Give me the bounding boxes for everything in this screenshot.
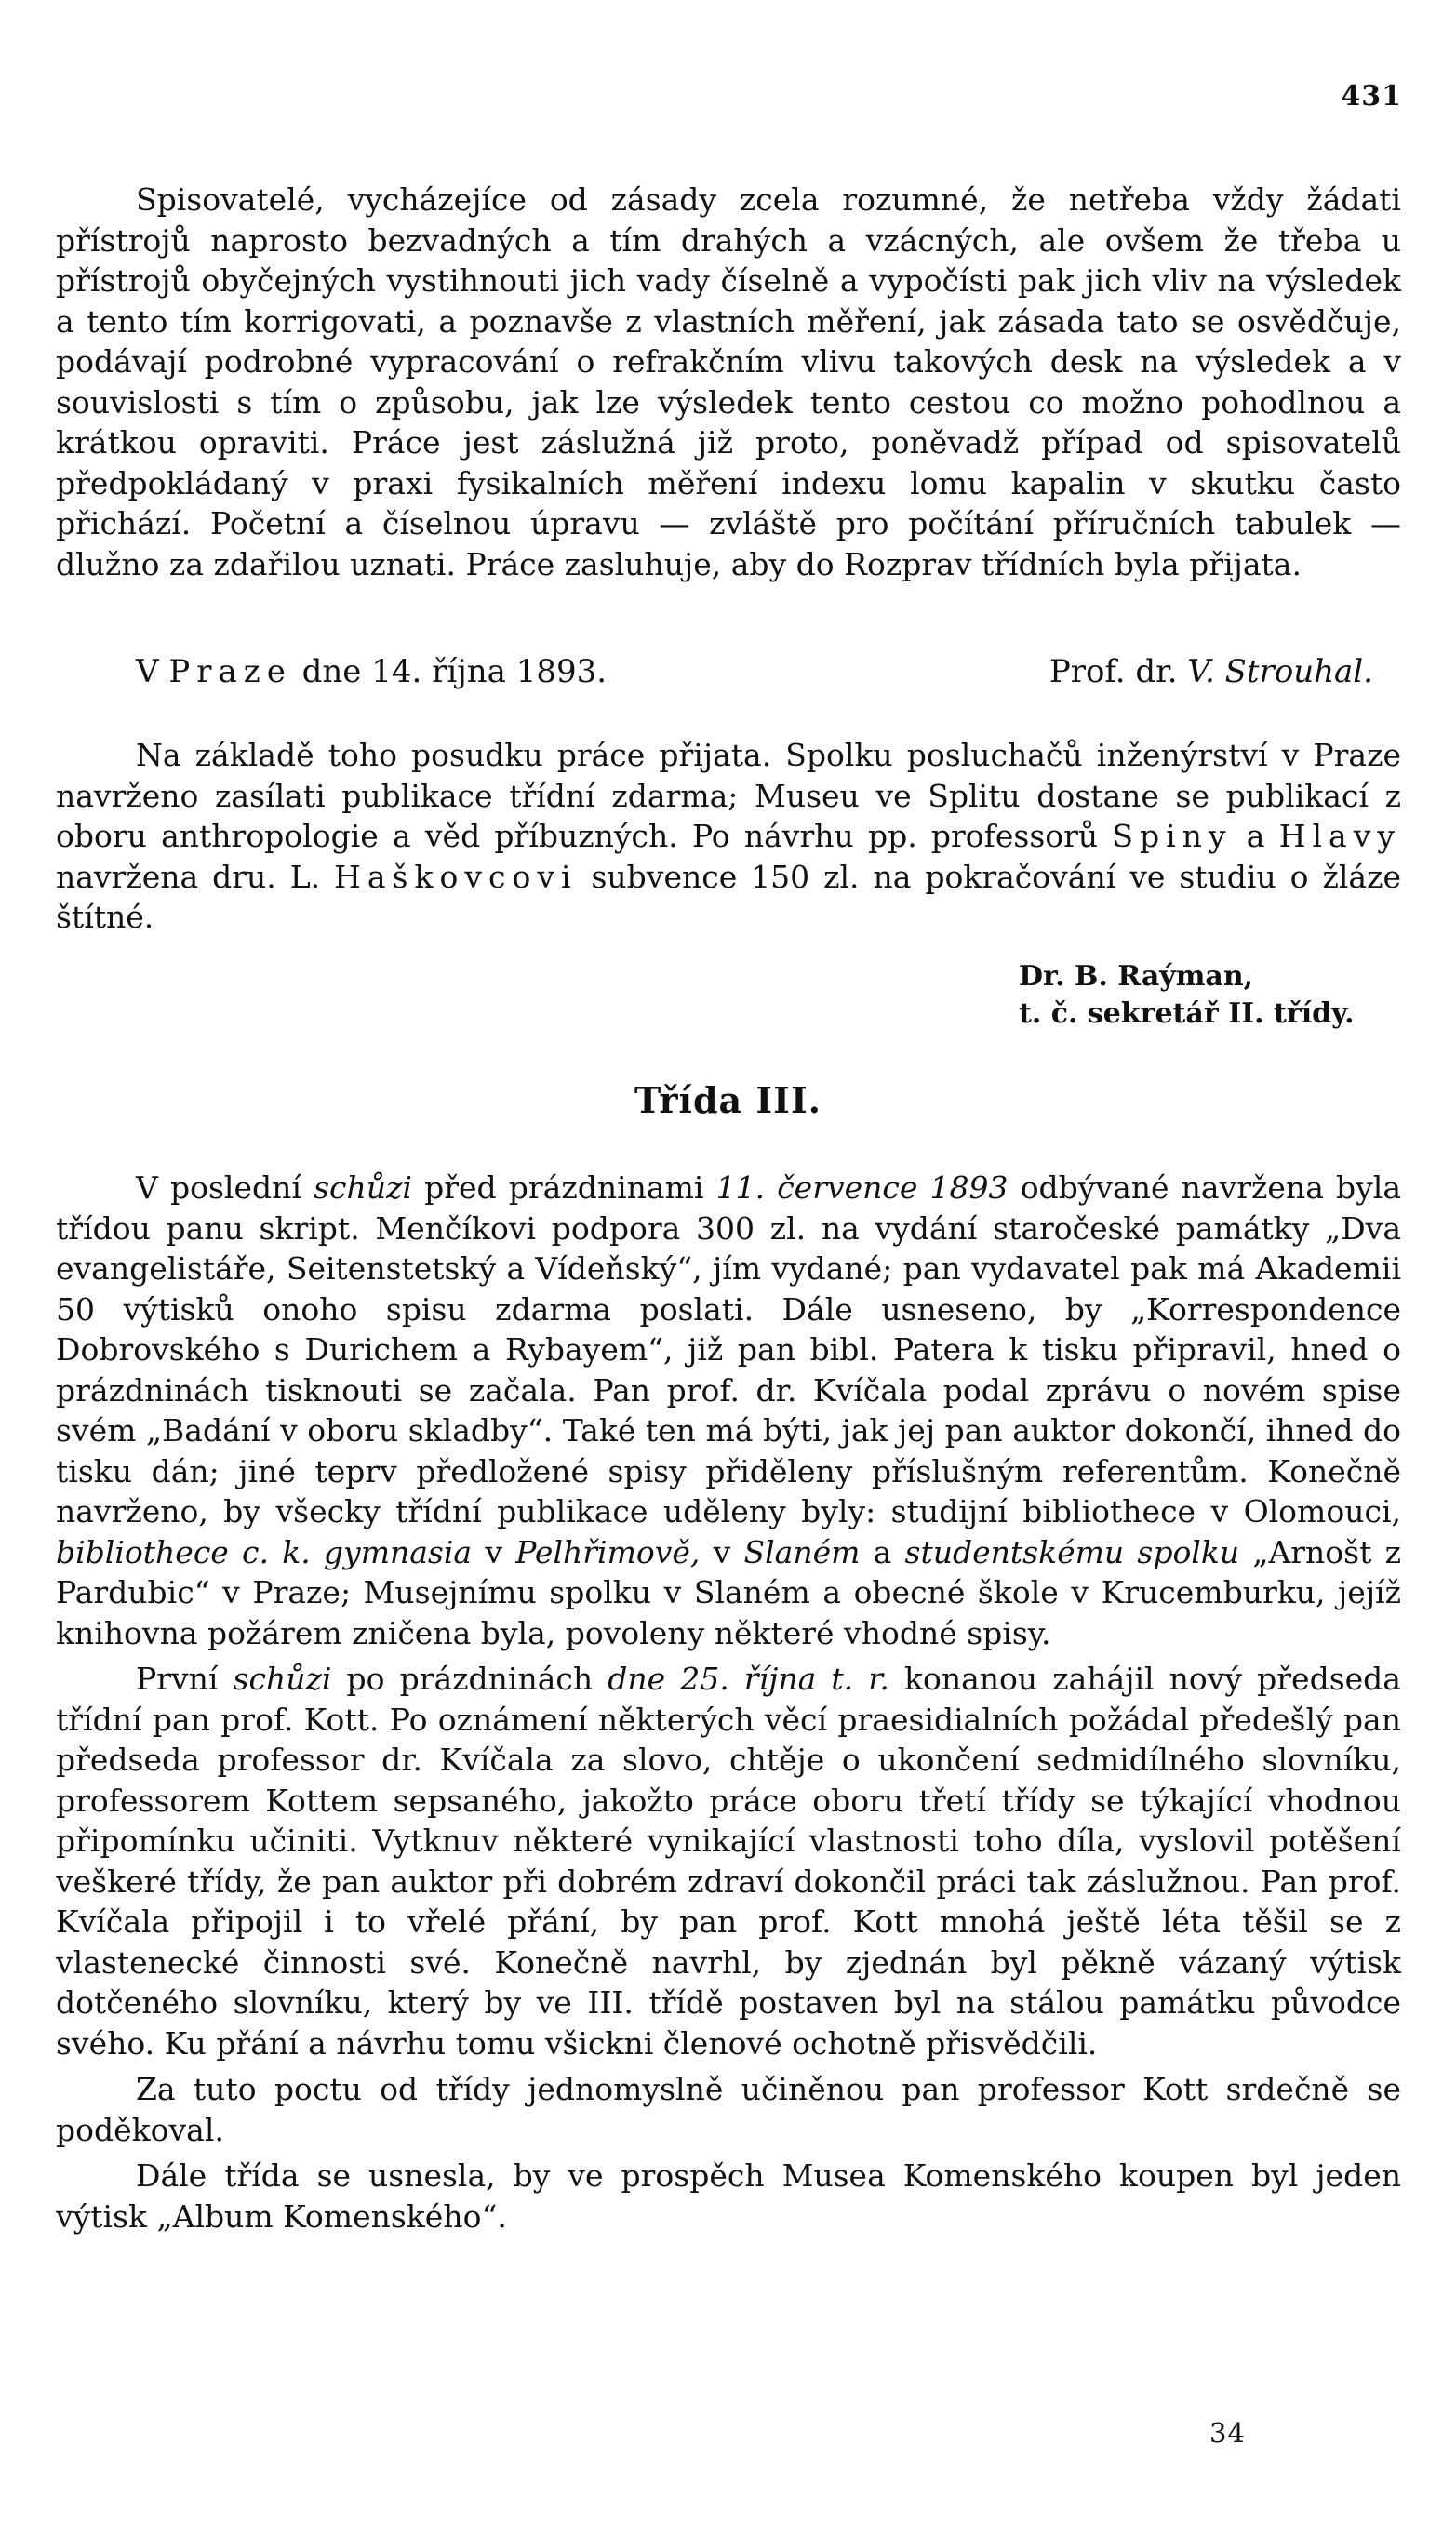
text-run: konanou zahájil nový předseda třídní pan prof. Kott. Po oznámení některých věcí praesidialních požádal předešlý pan předseda professor dr. Kvíčala za slovo, chtěje o ukončení sedmidílného slovníku, professorem Kottem sepsaného, jakožto práce oboru třetí třídy se týkající vhodnou připomínku učiniti. Vytknuv některé vynikající vlastnosti toho díla, vyslovil potěšení veškeré třídy, že pan auktor při dobrém zdraví dokončil práci tak záslužnou. Pan prof. Kvíčala připojil i to vřelé přání, by pan prof. Kott mnohá ještě léta těšil se z vlastenecké činnosti své. Konečně navrhl, by zjednán byl pěkně vázaný výtisk dotčeného slovníku, který by ve III. třídě postaven byl na stálou památku původce svého. Ku přání a návrhu tomu všickni členové ochotně přisvědčili. bbox=[56, 1661, 1401, 2062]
signature-line bbox=[136, 653, 1373, 690]
decision-start: Na základě toho posudku práce přijata. Spolku posluchačů inženýrství v Praze navrženo zasílati publikace třídní zdarma; Museu ve Splitu dostane se publikací z oboru anthropologie a věd příbuzných. Po návrhu pp. professorů bbox=[56, 737, 1401, 854]
text-run: po prázdninách bbox=[346, 1661, 594, 1697]
text-run: „Arnošt z Pardubic“ v Praze; Musejnímu spolku v Slaném a obecné škole v Krucemburku, jejíž knihovna požárem zničena byla, povoleny některé vhodné spisy. bbox=[56, 1533, 1401, 1651]
class3-text bbox=[56, 1168, 1401, 2237]
name-hlava: Hlavy bbox=[1278, 818, 1401, 854]
signature-date: dne 14. října 1893. bbox=[301, 653, 608, 690]
signer-name: Strouhal. bbox=[1224, 653, 1373, 690]
place-name: Praze bbox=[168, 653, 292, 690]
meeting-date: dne 25. října t. r. bbox=[608, 1661, 889, 1697]
name-conjunction: a bbox=[1246, 818, 1265, 854]
page-number: 431 bbox=[1341, 80, 1402, 113]
text-run: a bbox=[873, 1533, 892, 1570]
text-run: odbývané navržena byla třídou panu skript. Menčíkovi podpora 300 zl. na vydání staročeské památky „Dva evangelistáře, Seitenstetský a Vídeňský“, jím vydané; pan vydavatel pak má Akademii 50 výtisků onoho spisu zdarma poslati. Dále usneseno, by „Korrespondence Dobrovského s Durichem a Rybayem“, již pan bibl. Patera k tisku připravil, hned o prázdninách tisknouti se začala. Pan prof. dr. Kvíčala podal zprávu o novém spise svém „Badání v oboru skladby“. Také ten má býti, jak jej pan auktor dokončí, ihned do tisku dán; jiné teprv předložené spisy přiděleny příslušným referentům. Konečně navrženo, by všecky třídní publikace uděleny byly: studijní bibliothece v Olomouci, bbox=[56, 1169, 1401, 1529]
signer bbox=[1049, 653, 1373, 690]
section-title: Třída III. bbox=[634, 1079, 822, 1121]
secretary-name: Dr. B. Raýman, bbox=[1019, 960, 1254, 993]
text-run-italic: schůzi bbox=[233, 1661, 332, 1697]
report-paragraph: Spisovatelé, vycházejíce od zásady zcela rozumné, že netřeba vždy žádati přístrojů naprosto bezvadných a tím drahých a vzácných, ale ovšem že třeba u přístrojů obyčejných vystihnouti jich vady číselně a vypočísti pak jich vliv na výsledek a tento tím korrigovati, a poznavše z vlastních měření, jak zásada tato se osvědčuje, podávají podrobné vypracování o refrakčním vlivu takových desk na výsledek a v souvislosti s tím o způsobu, jak lze výsledek tento cestou co možno pohodlnou a krátkou opraviti. Práce jest záslužná již proto, poněvadž případ od spisovatelů předpokládaný v praxi fysikalních měření indexu lomu kapalin v skutku často přichází. Početní a číselnou úpravu — zvláště pro počítání příručních tabulek — dlužno za zdařilou uznati. Práce zasluhuje, aby do Rozprav třídních byla přijata. bbox=[56, 181, 1401, 582]
class3-paragraph-1 bbox=[56, 1168, 1401, 1653]
text-run-italic: Pelhřimově, bbox=[515, 1533, 701, 1570]
report-text bbox=[56, 180, 1401, 584]
decision-paragraph bbox=[56, 735, 1401, 938]
meeting-date: 11. července 1893 bbox=[715, 1169, 1009, 1206]
secretary-title: t. č. sekretář II. třídy. bbox=[1019, 997, 1355, 1030]
class3-paragraph-3: Za tuto poctu od třídy jednomyslně učiněnou pan professor Kott srdečně se poděkoval. bbox=[56, 2071, 1401, 2148]
text-run-italic: schůzi bbox=[314, 1169, 412, 1206]
signer-prefix: Prof. dr. bbox=[1049, 653, 1178, 690]
text-run-italic: studentskému spolku bbox=[904, 1533, 1240, 1570]
place-prefix: V bbox=[136, 653, 159, 690]
place-date bbox=[136, 653, 607, 690]
decision-end: subvence 150 zl. na pokračování ve studiu o žláze štítné. bbox=[56, 858, 1401, 935]
class3-paragraph-2 bbox=[56, 1659, 1401, 2063]
class3-paragraph-4: Dále třída se usnesla, by ve prospěch Musea Komenského koupen byl jeden výtisk „Album Komenského“. bbox=[56, 2157, 1401, 2235]
text-run: v bbox=[713, 1533, 731, 1570]
text-run: v bbox=[485, 1533, 502, 1570]
name-haskovec: Haškovcovi bbox=[334, 858, 578, 895]
text-run: V poslední bbox=[136, 1169, 301, 1206]
name-spina: Spiny bbox=[1112, 818, 1233, 854]
signature-mark: 34 bbox=[1209, 2417, 1246, 2449]
decision-text bbox=[56, 735, 1401, 938]
text-run-italic: Slaném bbox=[743, 1533, 861, 1570]
decision-middle: navržena dru. L. bbox=[56, 858, 321, 895]
text-run: před prázdninami bbox=[424, 1169, 704, 1206]
text-run: První bbox=[136, 1661, 219, 1697]
secretary-signature bbox=[1019, 958, 1355, 1033]
text-run-italic: bibliothece c. k. gymnasia bbox=[56, 1533, 473, 1570]
signer-initial: V. bbox=[1187, 653, 1215, 690]
